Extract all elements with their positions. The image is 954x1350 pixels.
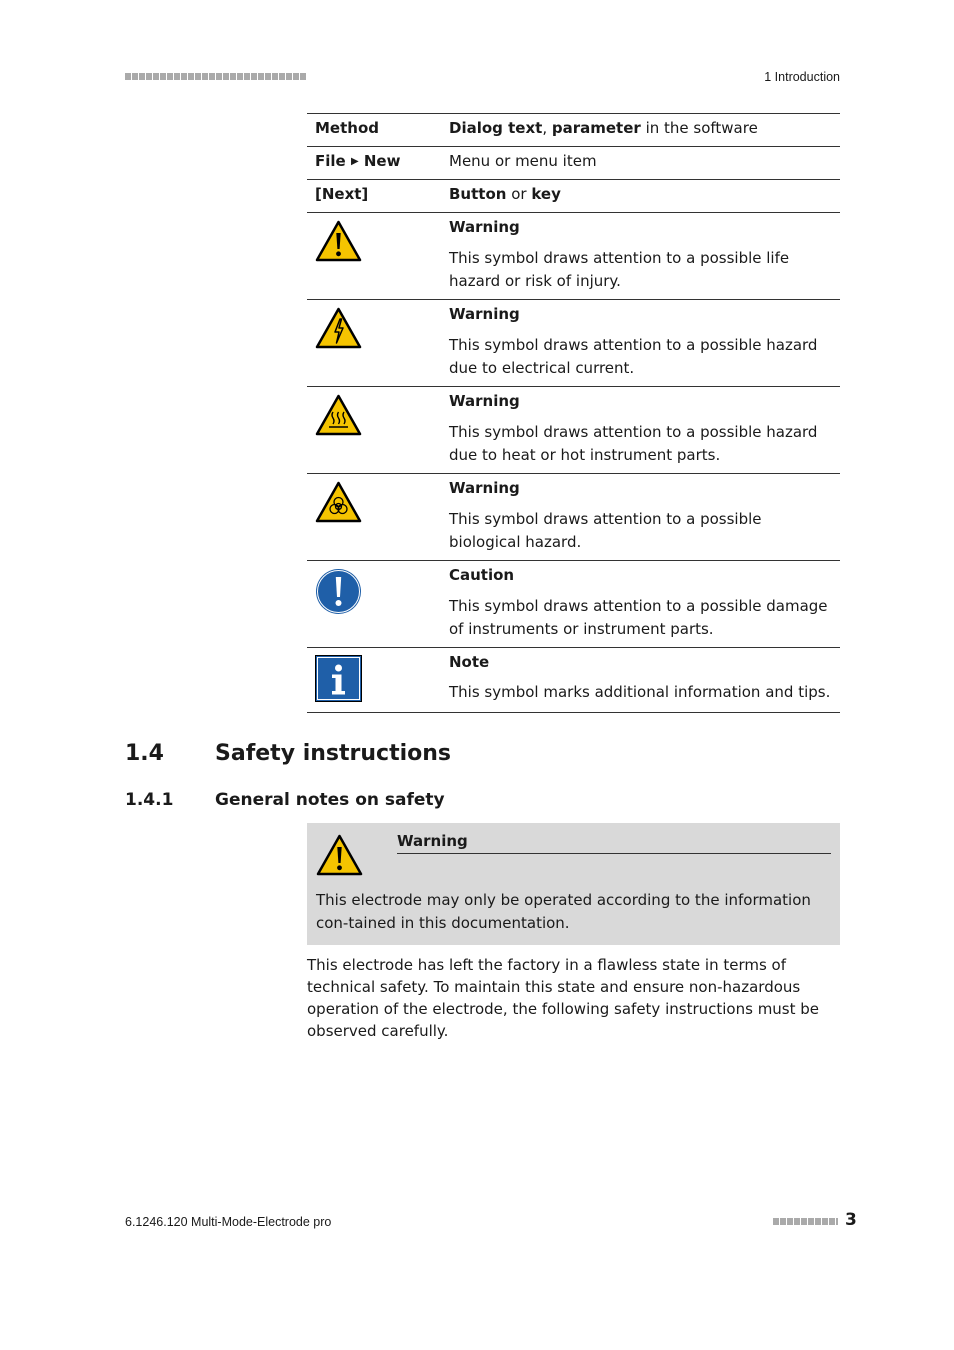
section-number: 1.4 <box>125 741 164 766</box>
warning-heat-icon <box>315 394 362 436</box>
symbol-title: Warning <box>449 218 520 236</box>
subsection-number: 1.4.1 <box>125 790 174 810</box>
symbol-description: This symbol draws attention to a possible life hazard or risk of injury. <box>449 249 790 290</box>
symbol-description: This symbol draws attention to a possible hazard due to heat or hot instrument parts. <box>449 423 818 464</box>
table-row <box>307 474 840 561</box>
warning-general-icon <box>316 834 363 876</box>
chapter-header: 1 Introduction <box>764 70 840 84</box>
symbol-description: This symbol draws attention to a possible biological hazard. <box>449 510 762 551</box>
convention-desc: Dialog text, parameter in the software <box>440 114 840 147</box>
conventions-table <box>307 113 840 713</box>
warning-title: Warning <box>397 832 831 854</box>
symbol-title: Caution <box>449 566 515 584</box>
table-row <box>307 114 840 147</box>
convention-label: [Next] <box>307 180 440 213</box>
symbol-description: This symbol draws attention to a possible hazard due to electrical current. <box>449 336 818 377</box>
table-row <box>307 180 840 213</box>
header-decoration <box>125 73 307 80</box>
convention-label: File ▶ New <box>307 147 440 180</box>
subsection-title: General notes on safety <box>215 790 445 810</box>
section-title: Safety instructions <box>215 741 451 766</box>
menu-arrow-icon: ▶ <box>350 156 359 167</box>
warning-text: This electrode may only be operated according to the information con-tained in this documentation. <box>316 891 811 932</box>
symbol-title: Warning <box>449 305 520 323</box>
footer-decoration <box>773 1218 838 1225</box>
symbol-title: Warning <box>449 479 520 497</box>
warning-electric-icon <box>315 307 362 349</box>
body-paragraph: This electrode has left the factory in a flawless state in terms of technical safety. To maintain this state and ensure non-hazardous operation of the electrode, the following safety instructions must be observed carefully. <box>307 956 820 1040</box>
convention-desc: Button or key <box>440 180 840 213</box>
table-row <box>307 213 840 300</box>
table-row <box>307 387 840 474</box>
note-info-icon <box>315 655 362 702</box>
footer-document-title: 6.1246.120 Multi-Mode-Electrode pro <box>125 1215 332 1229</box>
table-row <box>307 561 840 648</box>
warning-box <box>307 823 840 945</box>
warning-biohazard-icon <box>315 481 362 523</box>
caution-icon <box>315 568 362 615</box>
table-row <box>307 300 840 387</box>
page-number: 3 <box>845 1210 857 1230</box>
convention-desc: Menu or menu item <box>440 147 840 180</box>
symbol-description: This symbol draws attention to a possible damage of instruments or instrument parts. <box>449 597 828 638</box>
convention-label: Method <box>307 114 440 147</box>
symbol-title: Note <box>449 653 490 671</box>
warning-general-icon <box>315 220 362 262</box>
symbol-title: Warning <box>449 392 520 410</box>
table-row <box>307 648 840 713</box>
table-row <box>307 147 840 180</box>
symbol-description: This symbol marks additional information and tips. <box>449 683 831 701</box>
